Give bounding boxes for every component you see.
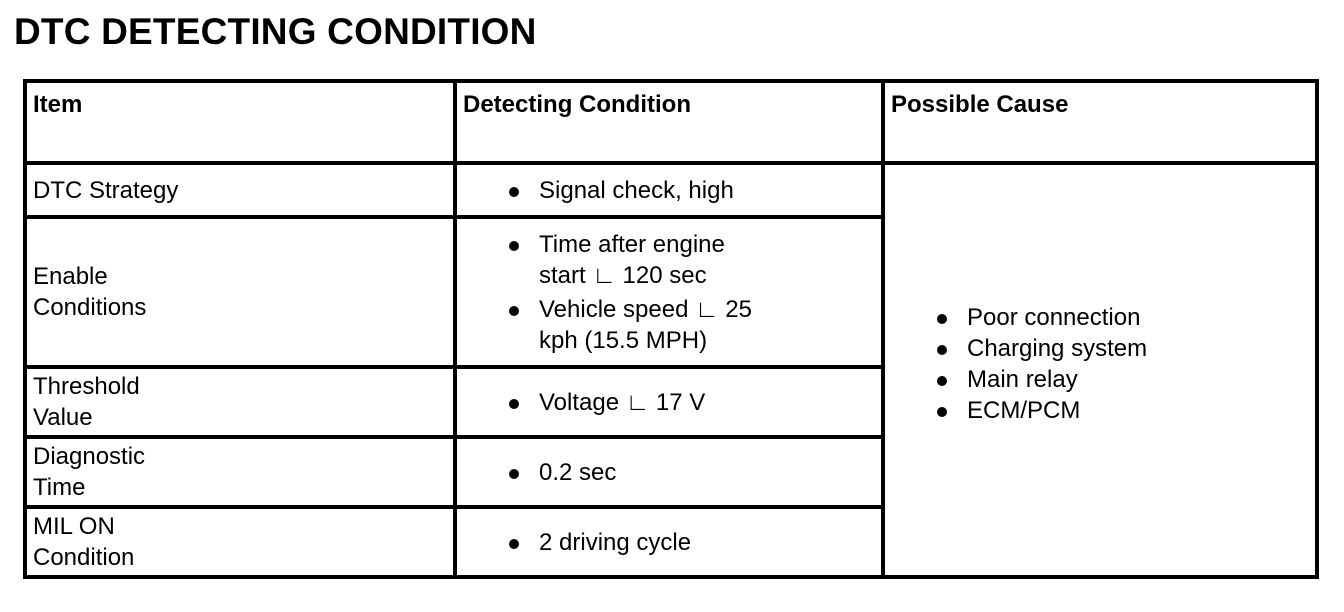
possible-cause-cell — [883, 163, 1317, 577]
condition-cell — [455, 507, 883, 577]
condition-item: Signal check, high — [509, 175, 881, 206]
condition-cell — [455, 163, 883, 217]
column-header-item: Item — [25, 81, 455, 163]
condition-cell — [455, 437, 883, 507]
cause-item: Main relay — [937, 364, 1315, 395]
table-header-row — [25, 81, 1317, 163]
condition-cell — [455, 217, 883, 367]
column-header-possible-cause: Possible Cause — [883, 81, 1317, 163]
condition-item: 0.2 sec — [509, 457, 881, 488]
condition-item: Voltage ∟ 17 V — [509, 387, 881, 418]
item-diagnostic-time: Diagnostic Time — [25, 437, 455, 507]
item-mil-on-condition: MIL ON Condition — [25, 507, 455, 577]
possible-cause-list — [891, 302, 1315, 426]
condition-list — [463, 527, 881, 558]
item-dtc-strategy: DTC Strategy — [25, 163, 455, 217]
item-enable-conditions: Enable Conditions — [25, 217, 455, 367]
dtc-condition-table — [23, 79, 1319, 579]
condition-list — [463, 457, 881, 488]
column-header-detecting-condition: Detecting Condition — [455, 81, 883, 163]
condition-item: Time after engine start ∟ 120 sec — [509, 229, 881, 291]
item-threshold-value: Threshold Value — [25, 367, 455, 437]
condition-list — [463, 229, 881, 356]
cause-item: Poor connection — [937, 302, 1315, 333]
cause-item: ECM/PCM — [937, 395, 1315, 426]
condition-list — [463, 387, 881, 418]
cause-item: Charging system — [937, 333, 1315, 364]
page-title: DTC DETECTING CONDITION — [14, 11, 537, 52]
condition-list — [463, 175, 881, 206]
condition-cell — [455, 367, 883, 437]
condition-item: 2 driving cycle — [509, 527, 881, 558]
condition-item: Vehicle speed ∟ 25 kph (15.5 MPH) — [509, 294, 881, 356]
table-row — [25, 163, 1317, 217]
